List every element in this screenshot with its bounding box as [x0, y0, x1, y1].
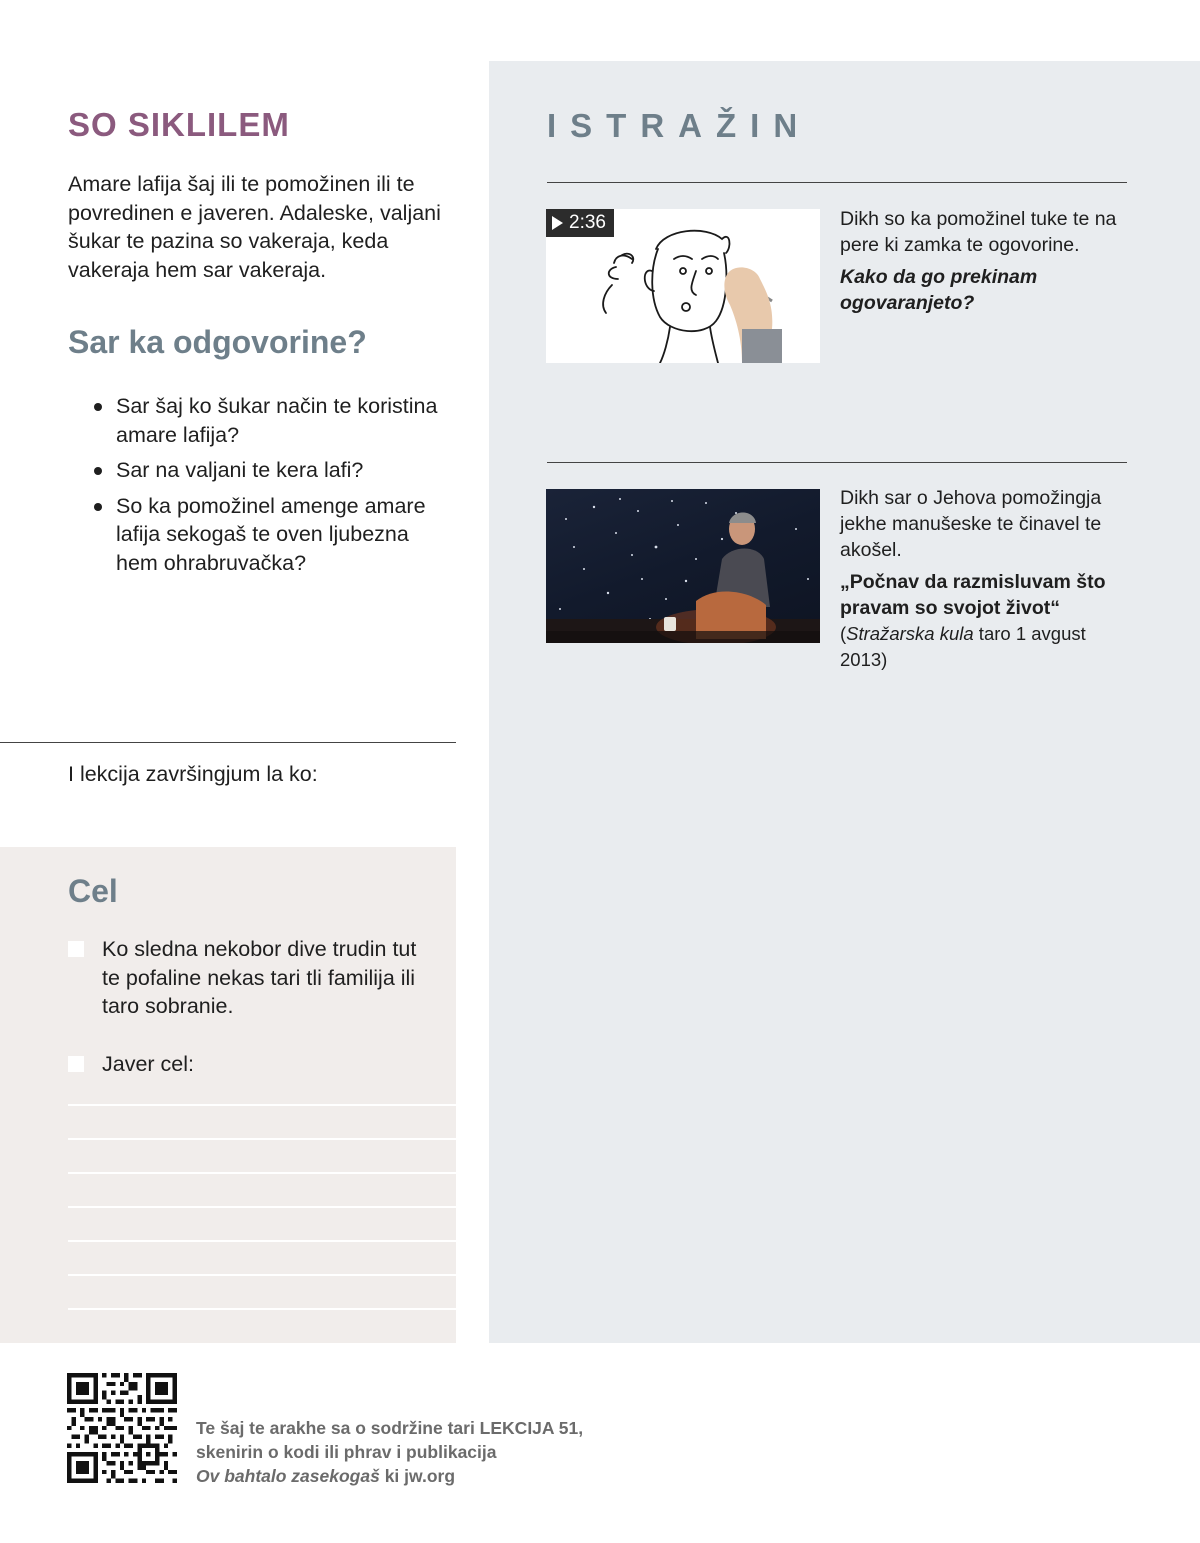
- completed-label: I lekcija završingjum la ko:: [68, 762, 318, 786]
- goal-item-text: Javer cel:: [102, 1052, 195, 1076]
- writing-line[interactable]: [68, 1274, 456, 1276]
- review-question-list: [92, 392, 452, 584]
- goal-checkbox-2[interactable]: [68, 1050, 438, 1079]
- summary-text: Amare lafija šaj ili te pomožinen ili te povredinen e javeren. Adaleske, valjani šukar te pazina so vakeraja, keda vakeraja hem sar vakeraja.: [68, 172, 441, 282]
- review-question: So ka pomožinel amenge amare lafija sekogaš te oven ljubezna hem ohrabruvačka?: [92, 492, 452, 578]
- play-icon: [552, 216, 563, 230]
- explore-item-title-link[interactable]: Kako da go prekinam ogovaranjeto?: [840, 266, 1038, 314]
- review-heading: Sar ka odgovorine?: [68, 324, 367, 360]
- video-duration-badge: [546, 209, 614, 237]
- writing-line[interactable]: [68, 1240, 456, 1242]
- source-date: taro 1 avgust 2013): [840, 623, 1086, 670]
- explore-item-description: Dikh so ka pomožinel tuke te na pere ki zamka te ogovorine.: [840, 208, 1117, 256]
- divider: [547, 182, 1127, 183]
- explore-heading: ISTRAŽIN: [547, 107, 812, 144]
- explore-item-2-text: [840, 485, 1125, 673]
- goal-checkbox-1[interactable]: [68, 935, 438, 1021]
- writing-line[interactable]: [68, 1104, 456, 1106]
- video-duration: 2:36: [569, 212, 606, 233]
- qr-code-icon[interactable]: [67, 1373, 177, 1483]
- footer-line: [196, 1464, 583, 1488]
- review-question: Sar šaj ko šukar način te koristina amare lafija?: [92, 392, 452, 449]
- footer-line: skenirin o kodi ili phrav i publikacija: [196, 1442, 497, 1462]
- explore-panel: [489, 61, 1200, 1343]
- goal-heading: Cel: [68, 873, 118, 909]
- review-question: Sar na valjani te kera lafi?: [92, 456, 452, 485]
- checkbox-icon[interactable]: [68, 1056, 84, 1072]
- man-under-stars-photo-icon: [546, 489, 820, 643]
- writing-line[interactable]: [68, 1308, 456, 1310]
- source-open: (: [840, 623, 847, 644]
- explore-item-title-line: [840, 571, 1106, 671]
- footer-text: [196, 1416, 583, 1488]
- writing-line[interactable]: [68, 1172, 456, 1174]
- left-column: [0, 0, 456, 1343]
- goal-writing-lines[interactable]: [68, 1104, 456, 1342]
- writing-line[interactable]: [68, 1206, 456, 1208]
- video-thumbnail[interactable]: [546, 209, 820, 363]
- goal-box: [0, 847, 456, 1343]
- writing-line[interactable]: [68, 1138, 456, 1140]
- explore-item-description: Dikh sar o Jehova pomožingja jekhe manušeske te činavel te akošel.: [840, 487, 1102, 561]
- divider: [0, 742, 456, 743]
- explore-item-1-text: [840, 206, 1125, 316]
- divider: [547, 462, 1127, 463]
- footer-site: ki jw.org: [379, 1466, 456, 1486]
- checkbox-icon[interactable]: [68, 941, 84, 957]
- goal-item-text: Ko sledna nekobor dive trudin tut te pofaline nekas tari tli familija ili taro sobranie.: [102, 937, 417, 1018]
- source-publication: Stražarska kula: [846, 623, 974, 644]
- summary-heading: SO SIKLILEM: [68, 106, 290, 143]
- article-photo[interactable]: [546, 489, 820, 643]
- footer-line: Te šaj te arakhe sa o sodržine tari LEKCIJA 51,: [196, 1418, 584, 1438]
- explore-item-title-link[interactable]: „Počnav da razmisluvam što pravam so svojot život“: [840, 571, 1106, 619]
- footer-publication-link[interactable]: Ov bahtalo zasekogaš: [196, 1466, 380, 1486]
